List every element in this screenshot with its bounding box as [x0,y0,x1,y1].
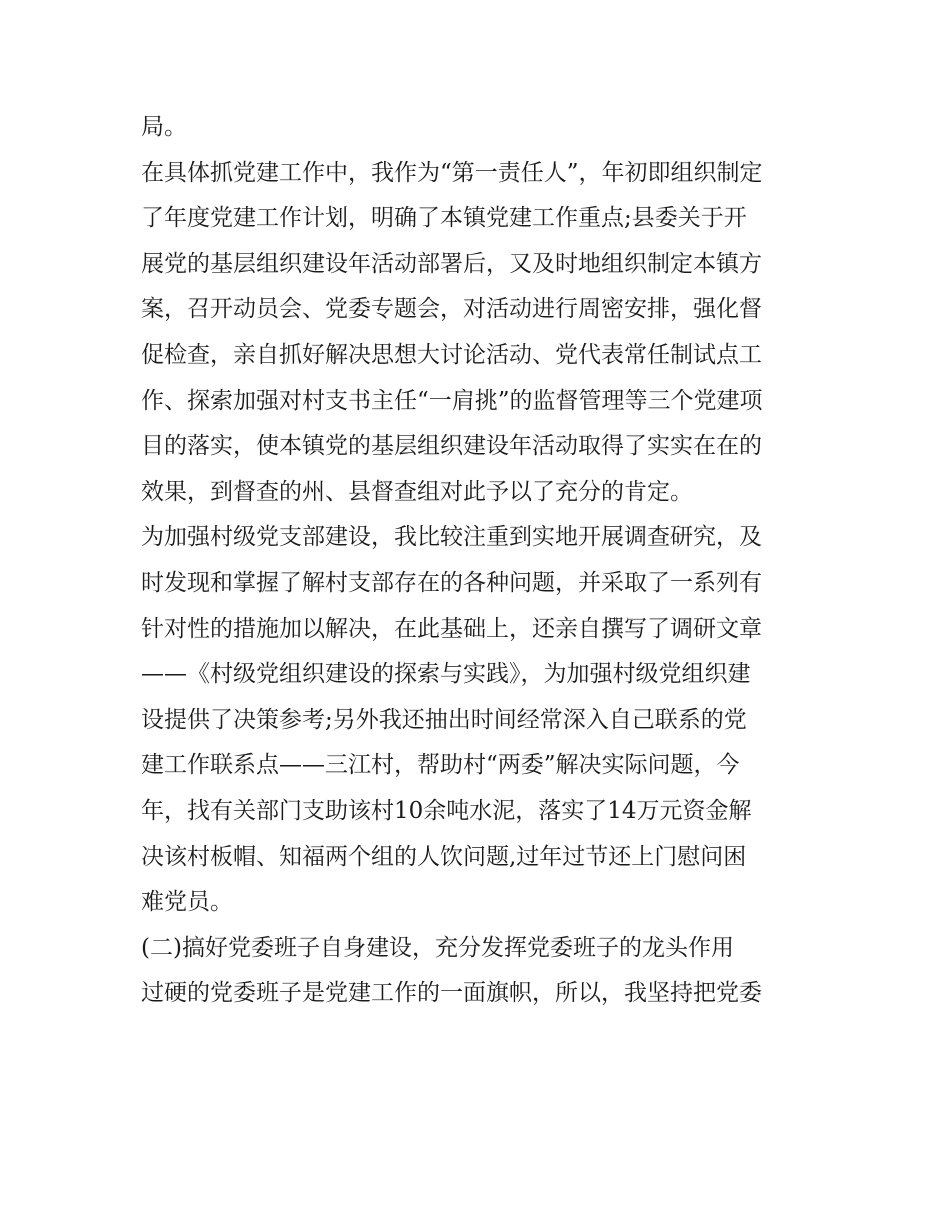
section-heading: (二)搞好党委班子自身建设，充分发挥党委班子的龙头作用 [141,934,734,961]
paragraph-line: 效果，到督查的州、县督查组对此予以了充分的肯定。 [141,478,693,505]
paragraph-line: 过硬的党委班子是党建工作的一面旗帜，所以，我坚持把党委 [141,980,762,1007]
paragraph-line: 作、探索加强对村支书主任“一肩挑”的监督管理等三个党建项 [141,387,763,414]
paragraph-line: 局。 [141,114,187,140]
paragraph-line: 展党的基层组织建设年活动部署后，又及时地组织制定本镇方 [141,250,762,277]
paragraph-line: 案，召开动员会、党委专题会，对活动进行周密安排，强化督 [141,296,762,323]
paragraph-line: ——《村级党组织建设的探索与实践》，为加强村级党组织建 [141,661,751,688]
paragraph-line: 了年度党建工作计划，明确了本镇党建工作重点;县委关于开 [141,205,747,232]
paragraph-line: 决该村板帽、知福两个组的人饮问题,过年过节还上门慰问困 [141,843,747,870]
paragraph-line: 设提供了决策参考;另外我还抽出时间经常深入自己联系的党 [141,706,747,733]
document-body [141,105,821,1017]
paragraph-line: 针对性的措施加以解决，在此基础上，还亲自撰写了调研文章 [141,615,762,642]
paragraph-line: 为加强村级党支部建设，我比较注重到实地开展调查研究，及 [141,524,762,551]
paragraph-line: 目的落实，使本镇党的基层组织建设年活动取得了实实在在的 [141,433,762,460]
paragraph-line: 促检查，亲自抓好解决思想大讨论活动、党代表常任制试点工 [141,341,762,368]
paragraph-line: 建工作联系点——三江村，帮助村“两委”解决实际问题，今 [141,752,740,779]
paragraph-line: 时发现和掌握了解村支部存在的各种问题，并采取了一系列有 [141,569,762,596]
paragraph-line: 在具体抓党建工作中，我作为“第一责任人”，年初即组织制定 [141,159,763,186]
paragraph-line: 年，找有关部门支助该村10余吨水泥，落实了14万元资金解 [141,797,752,824]
paragraph-line: 难党员。 [141,889,233,916]
